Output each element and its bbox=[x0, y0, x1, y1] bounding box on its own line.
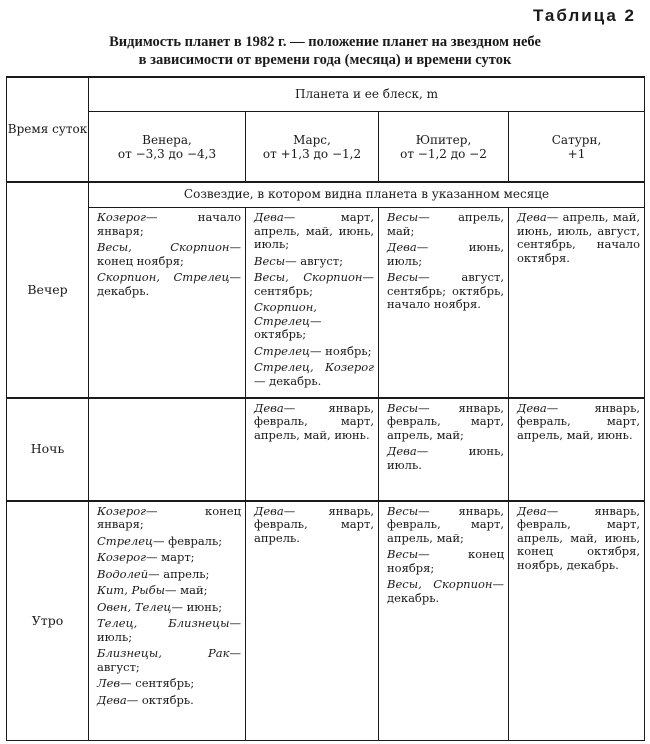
constellation-entry bbox=[517, 505, 640, 573]
constellation-name: Весы bbox=[254, 253, 286, 268]
planet-brightness: от −3,3 до −4,3 bbox=[117, 146, 217, 161]
cell-morning-jupiter bbox=[379, 501, 509, 741]
visibility-months: — март; bbox=[146, 550, 195, 564]
visibility-months: — конец ноября; bbox=[97, 240, 241, 268]
constellation-entry bbox=[387, 241, 504, 268]
cell-evening-saturn bbox=[509, 208, 645, 398]
constellation-name: Козерог bbox=[97, 550, 146, 564]
cell-evening-venus bbox=[89, 208, 246, 398]
constellation-entry bbox=[254, 505, 374, 546]
caption-line-2: в зависимости от времени года (месяца) и времени суток bbox=[138, 52, 512, 68]
constellation-name: Водолей bbox=[97, 566, 149, 581]
visibility-months: — конец января; bbox=[97, 503, 241, 531]
planet-name: Марс, bbox=[293, 132, 331, 147]
visibility-months: — июль; bbox=[97, 616, 241, 644]
constellation-entry bbox=[97, 568, 241, 582]
constellation-entry bbox=[254, 402, 374, 443]
constellation-entry bbox=[97, 584, 241, 598]
planet-group-header: Планета и ее блеск, m bbox=[89, 77, 645, 112]
constellation-name: Дева bbox=[254, 210, 284, 224]
time-label-night: Ночь bbox=[7, 398, 89, 501]
time-label-evening: Вечер bbox=[7, 182, 89, 398]
visibility-months: — январь, февраль, март, апрель, май, июнь, конец октября, ноябрь, декабрь. bbox=[517, 503, 641, 572]
cell-morning-mars bbox=[246, 501, 379, 741]
visibility-months: — октябрь. bbox=[126, 692, 194, 707]
constellation-name: Скорпион, Стрелец bbox=[97, 270, 230, 284]
constellation-name: Дева bbox=[517, 503, 547, 518]
constellation-name: Козерог bbox=[97, 210, 146, 224]
constellation-entry bbox=[97, 241, 241, 268]
constellation-name: Телец, Близнецы bbox=[97, 616, 230, 630]
visibility-months: — январь, февраль, март, апрель, май, июнь. bbox=[254, 400, 374, 442]
visibility-months: — март, апрель, май, июнь, июль; bbox=[254, 210, 374, 251]
visibility-months: — январь, февраль, март, апрель, май, июнь. bbox=[517, 400, 641, 442]
cell-night-saturn bbox=[509, 398, 645, 501]
visibility-months: — декабрь. bbox=[254, 373, 322, 388]
constellation-entry bbox=[387, 402, 504, 443]
cell-night-venus bbox=[89, 398, 246, 501]
constellation-entry bbox=[254, 345, 374, 359]
visibility-months: — апрель, май; bbox=[387, 210, 504, 238]
constellation-name: Весы bbox=[387, 400, 419, 415]
constellation-entry bbox=[97, 694, 241, 708]
constellation-entry bbox=[517, 402, 640, 443]
constellation-name: Весы, Скорпион bbox=[254, 270, 363, 284]
cell-morning-saturn bbox=[509, 501, 645, 741]
constellation-entry bbox=[254, 361, 374, 388]
constellation-entry bbox=[387, 548, 504, 575]
constellation-name: Весы, Скорпион bbox=[387, 577, 493, 591]
visibility-months: — август; bbox=[97, 646, 241, 674]
constellation-name: Дева bbox=[97, 692, 127, 707]
constellation-name: Козерог bbox=[97, 503, 146, 518]
visibility-months: — февраль; bbox=[153, 533, 223, 548]
constellation-entry bbox=[387, 271, 504, 312]
constellation-header: Созвездие, в котором видна планета в указанном месяце bbox=[89, 182, 645, 208]
constellation-name: Дева bbox=[517, 400, 547, 415]
constellation-entry bbox=[387, 578, 504, 605]
constellation-entry bbox=[97, 647, 241, 674]
constellation-name: Весы bbox=[387, 547, 419, 561]
constellation-name: Овен, Телец bbox=[97, 599, 172, 614]
constellation-entry bbox=[254, 255, 374, 269]
constellation-entry bbox=[254, 271, 374, 298]
constellation-name: Дева bbox=[517, 210, 547, 224]
constellation-entry bbox=[387, 445, 504, 472]
constellation-entry bbox=[254, 301, 374, 342]
constellation-entry bbox=[97, 211, 241, 238]
visibility-months: — январь, февраль, март, апрель, май; bbox=[387, 503, 504, 545]
visibility-months: — август, сентябрь; октябрь, начало ноября. bbox=[387, 270, 504, 311]
constellation-name: Близнецы, Рак bbox=[97, 646, 230, 660]
cell-evening-mars bbox=[246, 208, 379, 398]
visibility-months: — апрель, май, июнь, июль, август, сентябрь, начало октября. bbox=[517, 210, 641, 265]
constellation-name: Дева bbox=[387, 444, 417, 458]
visibility-months: — июнь; bbox=[171, 599, 223, 614]
visibility-months: — июнь, июль; bbox=[387, 240, 504, 268]
visibility-months: — январь, февраль, март, апрель, май; bbox=[387, 400, 504, 442]
visibility-months: — начало января; bbox=[97, 210, 241, 238]
cell-night-mars bbox=[246, 398, 379, 501]
planet-brightness: +1 bbox=[567, 146, 586, 161]
planet-name: Венера, bbox=[142, 132, 192, 147]
constellation-entry bbox=[387, 211, 504, 238]
constellation-entry bbox=[97, 505, 241, 532]
planet-brightness: от +1,3 до −1,2 bbox=[262, 146, 362, 161]
constellation-name: Стрелец bbox=[254, 343, 311, 358]
constellation-name: Стрелец, Козерог bbox=[254, 360, 374, 374]
visibility-table bbox=[6, 76, 645, 741]
time-label-morning: Утро bbox=[7, 501, 89, 741]
caption-line-1: Видимость планет в 1982 г. — положение планет на звездном небе bbox=[109, 34, 541, 50]
constellation-entry bbox=[97, 617, 241, 644]
constellation-entry bbox=[97, 551, 241, 565]
constellation-entry bbox=[517, 211, 640, 265]
constellation-name: Весы bbox=[387, 210, 419, 224]
constellation-name: Дева bbox=[387, 240, 417, 254]
constellation-entry bbox=[97, 601, 241, 615]
constellation-name: Лев bbox=[97, 676, 121, 690]
planet-name: Юпитер, bbox=[415, 132, 472, 147]
visibility-months: — январь, февраль, март, апрель. bbox=[254, 503, 374, 545]
planet-name: Сатурн, bbox=[551, 132, 602, 147]
planet-brightness: от −1,2 до −2 bbox=[400, 146, 487, 161]
visibility-months: — июнь, июль. bbox=[387, 444, 504, 472]
visibility-months: — конец ноября; bbox=[387, 547, 504, 575]
constellation-name: Стрелец bbox=[97, 533, 154, 548]
constellation-entry bbox=[97, 535, 241, 549]
planet-header-mars bbox=[246, 112, 379, 183]
constellation-name: Весы bbox=[387, 270, 419, 284]
cell-morning-venus bbox=[89, 501, 246, 741]
table-number: Таблица 2 bbox=[532, 6, 636, 25]
visibility-months: — ноябрь; bbox=[310, 343, 372, 358]
visibility-months: — декабрь. bbox=[387, 577, 504, 605]
constellation-name: Весы bbox=[387, 503, 419, 518]
visibility-months: — май; bbox=[165, 583, 208, 597]
visibility-months: — декабрь. bbox=[97, 270, 241, 298]
planet-header-saturn bbox=[509, 112, 645, 183]
constellation-entry bbox=[97, 677, 241, 691]
cell-night-jupiter bbox=[379, 398, 509, 501]
constellation-entry bbox=[387, 505, 504, 546]
constellation-name: Дева bbox=[254, 503, 284, 518]
visibility-months: — август; bbox=[285, 253, 344, 268]
visibility-months: — сентябрь; bbox=[254, 270, 374, 298]
constellation-name: Дева bbox=[254, 400, 284, 415]
constellation-name: Кит, Рыбы bbox=[97, 583, 166, 597]
visibility-months: — сентябрь; bbox=[120, 676, 195, 690]
table-caption bbox=[0, 33, 650, 69]
visibility-months: — октябрь; bbox=[254, 313, 322, 341]
constellation-entry bbox=[97, 271, 241, 298]
constellation-name: Скорпион, Стрелец bbox=[254, 300, 317, 328]
planet-header-jupiter bbox=[379, 112, 509, 183]
constellation-entry bbox=[254, 211, 374, 252]
time-of-day-header: Время суток bbox=[7, 77, 89, 182]
visibility-months: — апрель; bbox=[148, 566, 210, 581]
planet-header-venus bbox=[89, 112, 246, 183]
cell-evening-jupiter bbox=[379, 208, 509, 398]
constellation-name: Весы, Скорпион bbox=[97, 240, 230, 254]
